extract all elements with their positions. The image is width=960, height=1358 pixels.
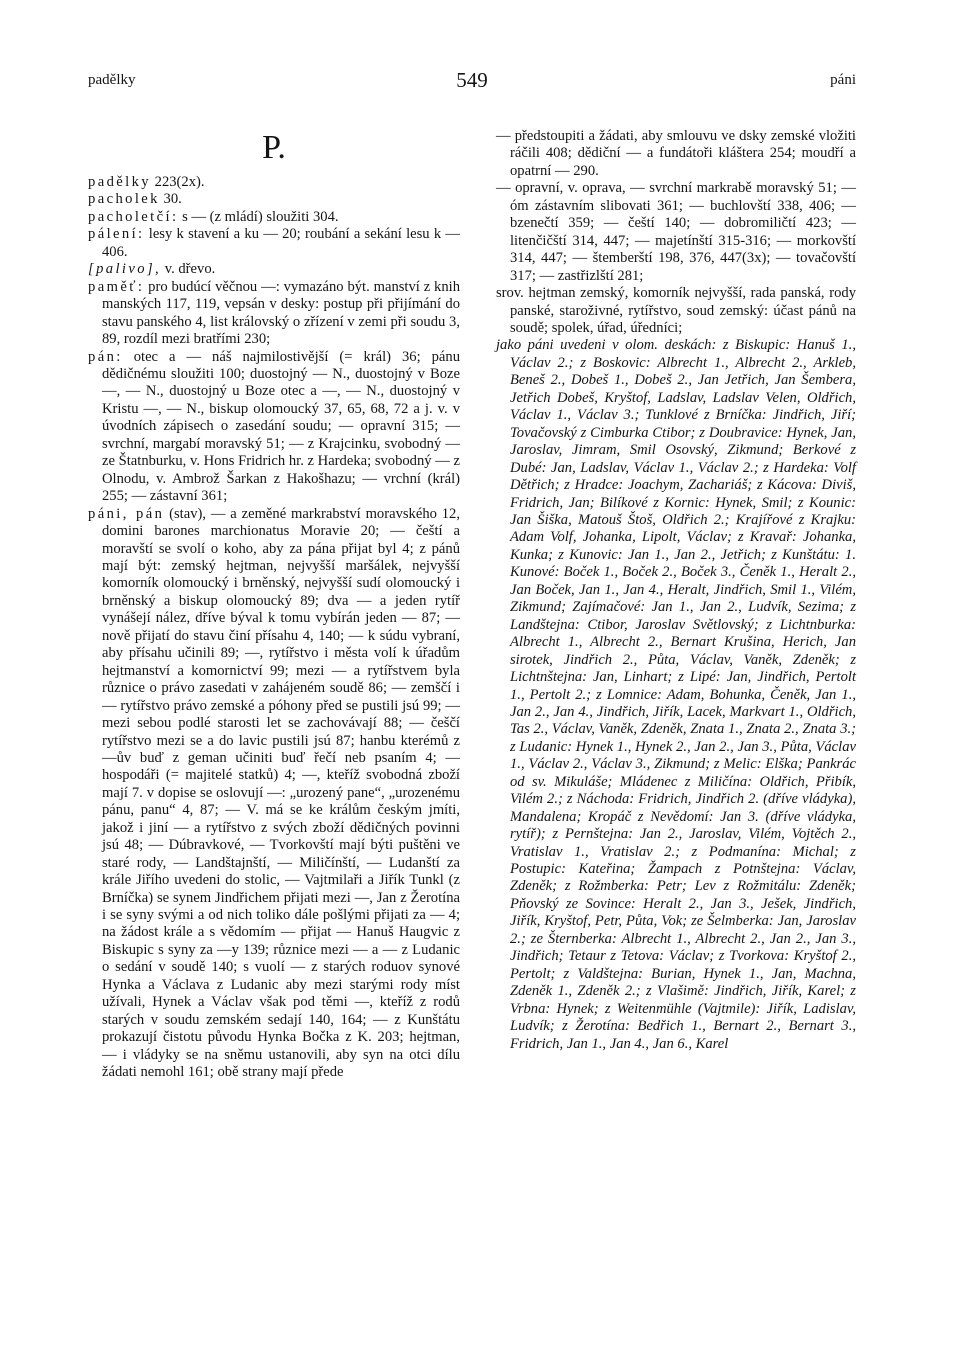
header-right-word: páni [830,72,856,88]
entry-continuation [496,128,856,180]
name-list [496,337,856,1053]
entry-headword: pacholek [88,191,160,208]
entry [88,209,460,226]
entry-headword: [palivo], [88,261,162,278]
entry [88,226,460,261]
entry-headword: padělky [88,174,151,190]
cross-reference [496,285,856,337]
entry-text: srov. hejtman zemský, komorník nejvyšší, rada panská, rody panské, staroživné, rytířstvo, soud zemský: účast pánů na soudě; spolek, úřad, úředníci; [496,285,856,336]
entry-text: (stav), — a zeměné markrabství moravského 12, domini barones marchionatus Moravie 20; — čeští a moravští se svolí o koho, aby za pána přijat byl 4; z pánů mají být: zemský hejtman, nejvyšší maršálek, nejvyšší komorník olomoucký i brněnský, nejvyšší sudí olomoucký i brněnský a biskup olomoucký 89; dva — a jeden rytíř vynášejí nález, dříve býval k tomu vybírán jeden — 87; — nově přijatí do stavu činí přísahu 4, 140; — k súdu vybraní, aby přísahu učinili 89; —, rytířstvo i města volí k úřadům hejtmanství a komornictví 99; mezi — a rytířstvem byla různice o právo zasedati v zahájeném soudě 86; — zemščí i — rytířstvo právo zemské a póhony před se pustili jsú 99; — mezi sebou podlé starosti let se zachovávají 88; — češčí rytířstvo mezi se a do lavic pustili jsú 87; hanbu kterémů z —ův buď z geman učiniti buď řečí neb psaním 4; — hospodáři (= majitelé statků) 4; —, kteříž svobodná zboží mají 7. v dopise se oslovují —: „urozený pane“, „urozenému pánu, panu“ 4, 87; — V. má se ke králům českým jmíti, jakož i jiní — a rytířstvo z svých zboží dědičných povinni jsú 48; — Dúbravkové, — Tvorkovští mají býti puštěni ve staré rody, — Landštajnští, — Miličínští, — Ludanští za krále Jiřího uvedeni do stolic, — Vajtmilaři a Jiřík Tunkl (z Brníčka) se synem Jindřichem přijati mezi —, Jan z Žerotína i se syny svými a od nich toliko dále pošlými přijati za — 4; na žádost krále a s vědomím — přijat — Hanuš Haugvic z Biskupic s syny za —y 139; různice mezi — a — z Ludanic o sedání v soudě 140; s vuolí — z starých roduov synové Hynka a Václava z Ludanic aby mezi starými rody míst užívali, Hynek a Václav však pod těmi —, kteříž z rodů starých v soudu zemském sedají 140, 164; — z Kunštátu prokazují čistotu původu Hynka Bočka z K. 203; hejtman, — i vládyky se na sněmu ustanovili, aby syn na otci dílu žádati nemohl 161; obě strany mají přede [102,505,460,1081]
entry-text: lesy k stavení a ku — 20; roubání a sekání lesu k — 406. [102,226,460,260]
right-column [496,128,856,1053]
entry-text: 223(2x). [151,174,205,190]
entry-text: 30. [159,191,182,208]
entry-text: s — (z mládí) sloužiti 304. [178,208,339,225]
entry-text: v. dřevo. [161,261,216,278]
entry-headword: páni, pán [88,505,165,522]
entry [88,279,460,349]
entry-text: — opravní, v. oprava, — svrchní markrabě moravský 51; —óm zástavním slibovati 361; — buchlovští 338, 406; — bzenečtí 359; — čeští 140; — dobromiličtí 423; — litenčičští 314, 447; — majetínští 315-316; — morkovští 314, 447; — štemberští 198, 376, 447(3x); — tovačovští 317; — zastřizlští 281; [496,180,856,284]
entry [88,191,460,208]
entry-headword: pacholetčí: [88,208,179,225]
entry [88,506,460,1082]
running-head [88,70,856,94]
header-left-word: padělky [88,72,136,88]
entry [88,261,460,278]
entry-text: — předstoupiti a žádati, aby smlouvu ve dsky zemské vložiti ráčili 408; dědiční — a fundátoři kláštera 254; moudří a opatrní — 290. [496,128,856,179]
entry [88,349,460,506]
entry-headword: pán: [88,348,123,365]
left-column [88,128,460,1082]
entry-text: pro budúcí věčnou —: vymazáno být. manství z knih manských 117, 119, vepsán v desky: postup při přijímání do stavu panského 4, list královský o zřízení v zemi při soudu 3, 89, rozdíl mezi bratřími 230; [102,278,460,348]
section-letter: P. [262,129,286,166]
entry-headword: paměť: [88,278,145,295]
entry-continuation [496,180,856,285]
page-number: 549 [456,68,488,92]
entry-headword: pálení: [88,226,145,243]
entry-text: jako páni uvedeni v olom. deskách: z Biskupic: Hanuš 1., Václav 2.; z Boskovic: Albrecht 1., Albrecht 2., Arkleb, Beneš 2., Dobeš 1., Dobeš 2., Jan Jetřich, Jan Šembera, Jetřich Dobeš, Kryštof, Ladslav, Ladslav Velen, Oldřich, Václav 1., Václav 3.; Tunklové z Brníčka: Jindřich, Jiří; Tovačovský z Cimburka Ctibor; z Doubravice: Hynek, Jan, Jaroslav, Jimram, Smil Osovský, Zikmund; Berkové z Dubé: Jan, Ladslav, Václav 1., Václav 2.; z Hardeka: Volf Dětřich; z Hradce: Joachym, Zachariáš; z Kácova: Diviš, Fridrich, Jan; Bilíkové z Kornic: Hynek, Smil; z Kounic: Jan Šiška, Matouš Štoš, Oldřich 2.; Krajířové z Krajku: Adam Volf, Johanka, Lipolt, Václav; z Kravař: Johanka, Kunka; z Kunovic: Jan 1., Jan 2., Jetřich; z Kunštátu: 1. Kunové: Boček 1., Boček 2., Boček 3., Čeněk 1., Heralt 2., Jan Boček, Jan 1., Jan 4., Heralt, Jindřich, Smil 1., Vilém, Zikmund; Zajímačové: Jan 1., Jan 2., Ludvík, Sezima; z Landštejna: Ctibor, Jaroslav Světlovský; z Lichtnburka: Albrecht 1., Albrecht 2., Bernart Krušina, Herich, Jan sirotek, Jindřich 2., Půta, Václav, Vaněk, Zdeněk; z Lichtnštejna: Jan, Linhart; z Lipé: Jan, Jindřich, Pertolt 1., Pertolt 2.; z Lomnice: Adam, Bohunka, Čeněk, Jan 1., Jan 2., Jan 4., Jindřich, Jiřík, Lacek, Markvart 1., Oldřich, Tas 2., Václav, Vaněk, Zdeněk, Znata 1., Znata 2., Znata 3.; z Ludanic: Hynek 1., Hynek 2., Jan 2., Jan 3., Půta, Václav 1., Václav 2., Václav 3., Zikmund; z Melic: Elška; Pankrác od sv. Mikuláše; Mládenec z Miličína: Oldřich, Přibík, Vilém 2.; z Náchoda: Fridrich, Jindřich 2. (dříve vládyka), Mandalena; Kropáč z Nevědomí: Jan 3. (dříve vládyka, rytíř); z Pernštejna: Jan 2., Jaroslav, Vilém, Vojtěch 2., Vratislav 1., Vratislav 2.; z Podmanína: Michal; z Postupic: Kateřina; Žampach z Potnštejna: Václav, Zdeněk; z Rožmberka: Petr; Lev z Rožmitálu: Zdeněk; Pňovský ze Sovince: Heralt 2., Jan 3., Ješek, Jindřich, Jiřík, Kryštof, Petr, Půta, Vok; ze Šelmberka: Jan, Jaroslav 2.; ze Šternberka: Albrecht 1., Albrecht 2., Jan 2., Jan 3., Jindřich; Tetaur z Tetova: Václav; z Tvorkova: Kryštof 2., Pertolt; z Valdštejna: Burian, Hynek 1., Jan, Machna, Zdeněk 1., Zdeněk 2.; z Vlašimě: Jindřich, Jiřík, Karel; z Vrbna: Hynek; z Weitenmühle (Vajtmile): Jiřík, Ladislav, Ludvík; z Žerotína: Bedřich 1., Bernart 2., Bernart 3., Fridrich, Jan 1., Jan 4., Jan 6., Karel [496,337,856,1052]
entry [88,174,460,191]
entry-text: otec a — náš najmilostivější (= král) 36; pánu dědičnému sloužiti 100; duostojný — N., duostojný v Boze —, — N., duostojný u Boze otec a —, — N., duostojný v Kristu —, — N., biskup olomoucký 37, 65, 68, 72 a j. v. v úvodních zápisech o zasedání soudu; — opravní 315; — svrchní, margabí moravský 51; — z Krajcinku, svobodný — ze Štatnburku, v. Hons Fridrich hr. z Hardeka; svobodný — z Olnodu, v. Ambrož Šarkan z Hakošhazu; — vrchní (král) 255; — zástavní 361; [102,348,460,505]
